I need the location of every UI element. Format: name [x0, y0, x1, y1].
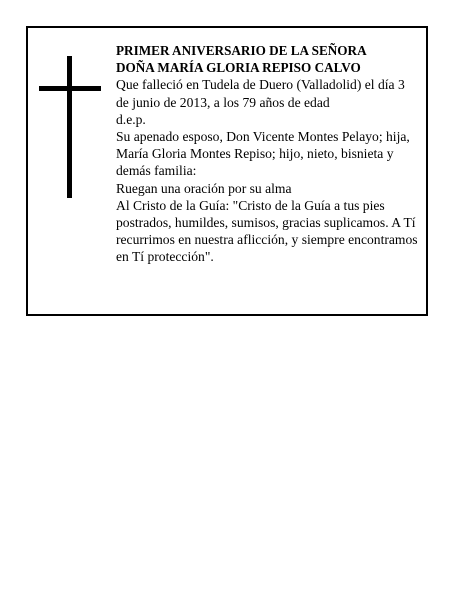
rip-text: d.e.p. — [116, 111, 146, 127]
notice-text-block — [116, 42, 420, 266]
family-text: Su apenado esposo, Don Vicente Montes Pelayo; hija, María Gloria Montes Repiso; hijo, nieto, bisnieta y demás familia: — [116, 129, 410, 179]
cross-horizontal-bar — [39, 86, 101, 91]
cross-vertical-bar — [67, 56, 72, 198]
obituary-notice — [26, 26, 428, 316]
heading-line-1: PRIMER ANIVERSARIO DE LA SEÑORA — [116, 43, 367, 58]
death-info: Que falleció en Tudela de Duero (Valladolid) el día 3 de junio de 2013, a los 79 años de edad — [116, 77, 405, 110]
prayer-text: Al Cristo de la Guía: "Cristo de la Guía a tus pies postrados, humildes, sumisos, gracias suplicamos. A Tí recurrimos en nuestra aflicción, y siempre encontramos en Tí protección". — [116, 197, 418, 265]
cross-icon — [39, 56, 101, 198]
heading-line-2: DOÑA MARÍA GLORIA REPISO CALVO — [116, 60, 361, 76]
prayer-request: Ruegan una oración por su alma — [116, 180, 292, 196]
